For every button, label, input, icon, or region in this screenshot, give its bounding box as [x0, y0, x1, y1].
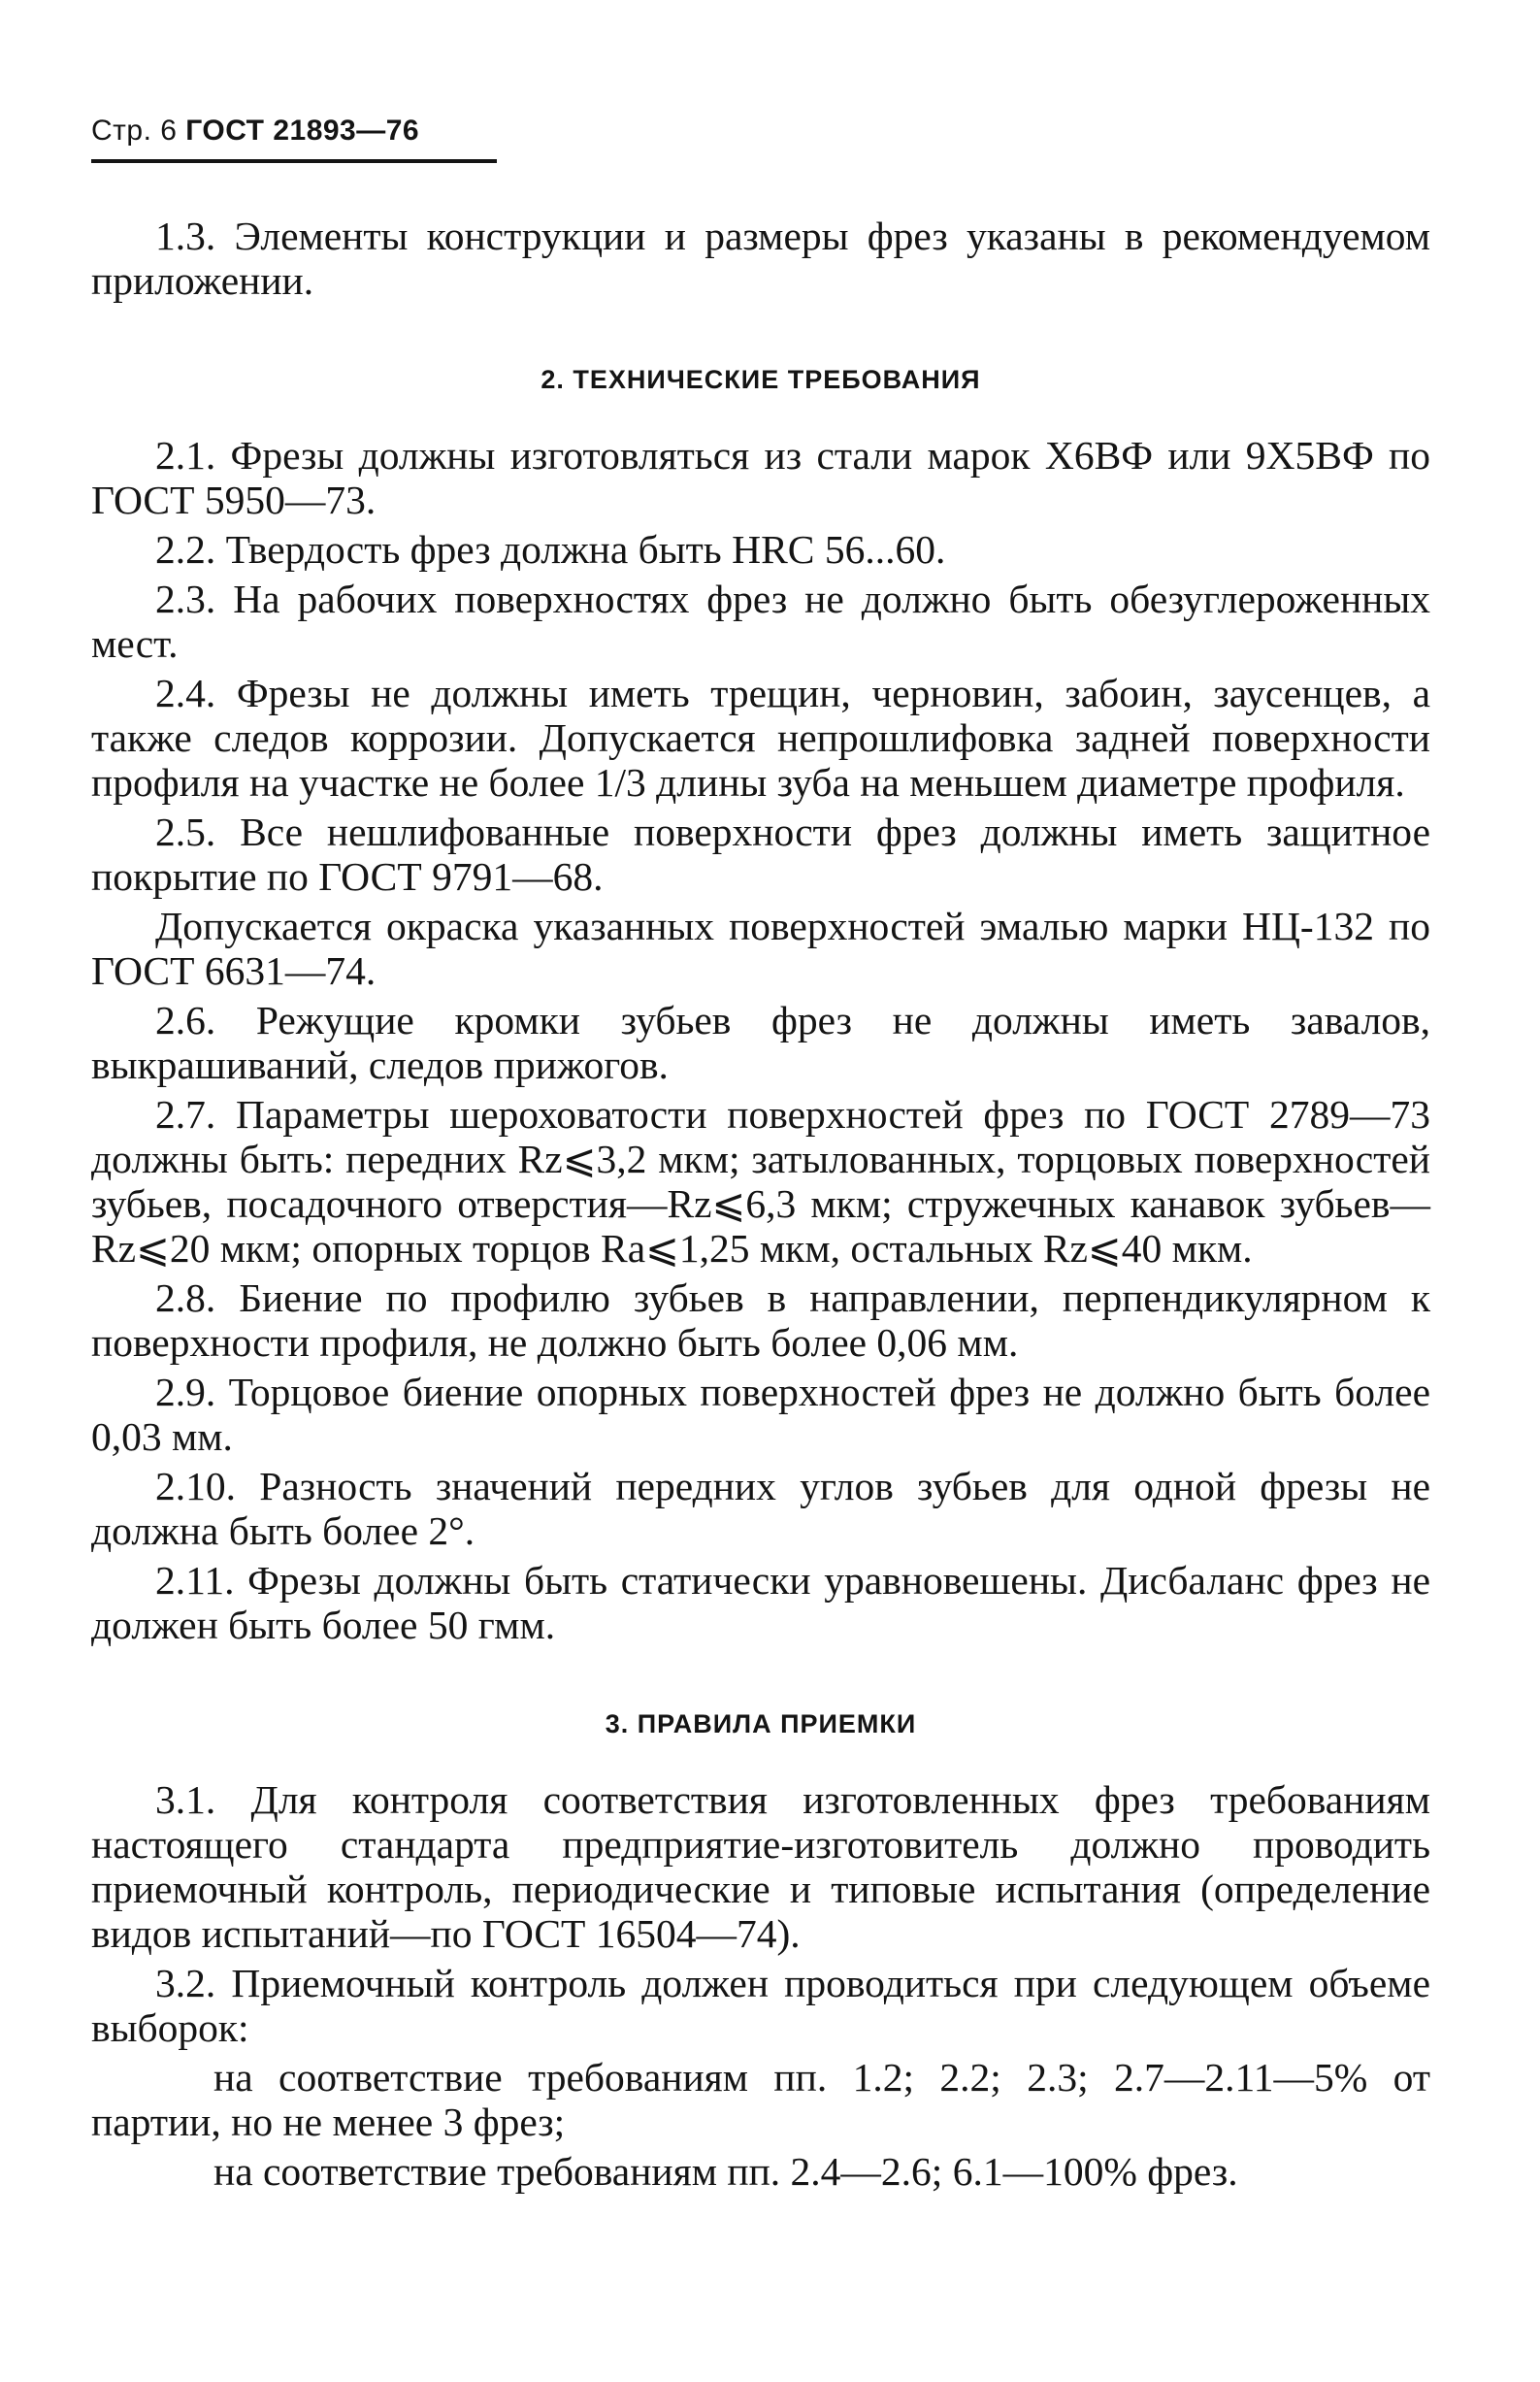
section-heading-acceptance-rules: 3. ПРАВИЛА ПРИЕМКИ: [605, 1709, 917, 1738]
clause-1-3: 1.3. Элементы конструкции и размеры фрез указаны в рекомендуемом приложении.: [91, 214, 1430, 303]
standard-number: ГОСТ 21893—76: [185, 115, 420, 147]
clause-2-7: 2.7. Параметры шероховатости поверхностей фрез по ГОСТ 2789—73 должны быть: передних Rz⩽3,2 мкм; затылованных, торцовых поверхностей зубьев, посадочного отверстия—Rz⩽6,3 мкм; стружечных канавок зубьев—Rz⩽20 мкм; опорных торцов Ra⩽1,25 мкм, остальных Rz⩽40 мкм.: [91, 1092, 1430, 1271]
clause-2-10: 2.10. Разность значений передних углов зубьев для одной фрезы не должна быть более 2°.: [91, 1464, 1430, 1553]
clause-2-8: 2.8. Биение по профилю зубьев в направлении, перпендикулярном к поверхности профиля, не должно быть более 0,06 мм.: [91, 1275, 1430, 1365]
clause-3-2-item-2: на соответствие требованиям пп. 2.4—2.6; 6.1—100% фрез.: [213, 2149, 1238, 2194]
clause-2-5-note: Допускается окраска указанных поверхностей эмалью марки НЦ-132 по ГОСТ 6631—74.: [91, 904, 1430, 993]
clause-2-3: 2.3. На рабочих поверхностях фрез не должно быть обезуглероженных мест.: [91, 577, 1430, 666]
document-body: [91, 214, 1430, 2194]
section-heading-technical-requirements: 2. ТЕХНИЧЕСКИЕ ТРЕБОВАНИЯ: [541, 365, 981, 394]
running-header: [91, 115, 497, 163]
clause-2-11: 2.11. Фрезы должны быть статически уравновешены. Дисбаланс фрез не должен быть более 50 гмм.: [91, 1558, 1430, 1647]
document-page: [91, 115, 1430, 2194]
clause-3-2-item-1: на соответствие требованиям пп. 1.2; 2.2; 2.3; 2.7—2.11—5% от партии, но не менее 3 фрез;: [91, 2055, 1430, 2144]
clause-2-2: 2.2. Твердость фрез должна быть HRC 56...60.: [155, 527, 946, 572]
clause-2-4: 2.4. Фрезы не должны иметь трещин, черновин, забоин, заусенцев, а также следов коррозии. Допускается непрошлифовка задней поверхности профиля на участке не более 1/3 длины зуба на меньшем диаметре профиля.: [91, 671, 1430, 805]
clause-2-5: 2.5. Все нешлифованные поверхности фрез должны иметь защитное покрытие по ГОСТ 9791—68.: [91, 810, 1430, 899]
clause-3-2: 3.2. Приемочный контроль должен проводиться при следующем объеме выборок:: [91, 1961, 1430, 2050]
clause-3-1: 3.1. Для контроля соответствия изготовленных фрез требованиям настоящего стандарта предприятие-изготовитель должно проводить приемочный контроль, периодические и типовые испытания (определение видов испытаний—по ГОСТ 16504—74).: [91, 1777, 1430, 1956]
page-number: Стр. 6: [91, 115, 178, 147]
clause-2-1: 2.1. Фрезы должны изготовляться из стали марок Х6ВФ или 9Х5ВФ по ГОСТ 5950—73.: [91, 433, 1430, 522]
clause-2-6: 2.6. Режущие кромки зубьев фрез не должны иметь завалов, выкрашиваний, следов прижогов.: [91, 998, 1430, 1087]
clause-2-9: 2.9. Торцовое биение опорных поверхностей фрез не должно быть более 0,03 мм.: [91, 1370, 1430, 1459]
